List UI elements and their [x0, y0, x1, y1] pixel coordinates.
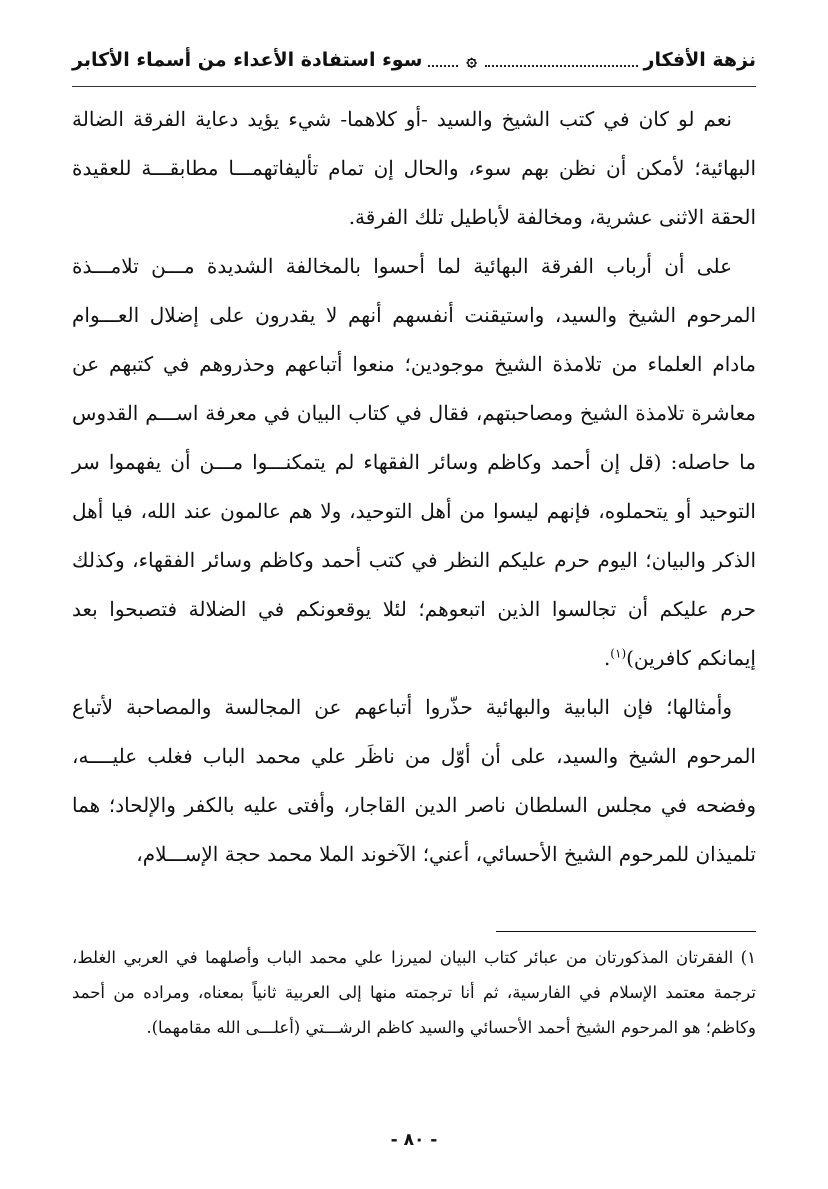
book-page: [72, 40, 756, 1160]
header-dot-leader-2: [428, 53, 458, 67]
chapter-title: سوء استفادة الأعداء من أسماء الأكابر: [72, 49, 423, 71]
running-header: [72, 40, 756, 87]
paragraph-2-text: على أن أرباب الفرقة البهائية لما أحسوا بالمخالفة الشديدة مـــن تلامـــذة المرحوم الشيخ والسيد، واستيقنت أنفسهم أنهم لا يقدرون على إضلال العـــوام مادام العلماء من تلامذة الشيخ موجودين؛ منعوا أتباعهم وحذروهم في كتبهم عن معاشرة تلامذة الشيخ ومصاحبتهم، فقال في كتاب البيان في معرفة اســـم القدوس ما حاصله: (قل إن أحمد وكاظم وسائر الفقهاء لم يتمكنـــوا مـــن أن يفهموا سر التوحيد أو يتحملوه، فإنهم ليسوا من أهل التوحيد، ولا هم عالمون عند الله، فيا أهل الذكر والبيان؛ اليوم حرم عليكم النظر في كتب أحمد وكاظم وسائر الفقهاء، وكذلك حرم عليكم أن تجالسوا الذين اتبعوهم؛ لئلا يوقعونكم في الضلالة فتصبحوا بعد إيمانكم كافرين): [72, 254, 756, 670]
footnote-1: ١) الفقرتان المذكورتان من عبائر كتاب البيان لميرزا علي محمد الباب وأصلهما في العربي الغلط، ترجمة معتمد الإسلام في الفارسية، ثم أنا ترجمته منها إلى العربية ثانياً بمعناه، ومراده من أحمد وكاظم؛ هو المرحوم الشيخ أحمد الأحسائي والسيد كاظم الرشـــتي (أعلـــى الله مقامهما).: [72, 948, 756, 1037]
book-title: نزهة الأفكار: [643, 49, 756, 71]
ornament-icon: ۞: [466, 49, 477, 71]
main-text: [72, 95, 756, 879]
footnote-separator: [496, 931, 756, 932]
footnote-reference-tail: .: [603, 646, 611, 670]
paragraph-1: نعم لو كان في كتب الشيخ والسيد -أو كلاهما- شيء يؤيد دعاية الفرقة الضالة البهائية؛ لأمكن أن نظن بهم سوء، والحال إن تمام تأليفاتهمـــا مطابقـــة للعقيدة الحقة الاثنى عشرية، ومخالفة لأباطيل تلك الفرقة.: [72, 107, 756, 229]
footnote-reference: (١): [610, 646, 627, 661]
paragraph-2: [72, 242, 756, 683]
footnotes: [72, 940, 756, 1045]
header-dot-leader: [485, 53, 638, 67]
paragraph-3: وأمثالها؛ فإن البابية والبهائية حذّروا أتباعهم عن المجالسة والمصاحبة لأتباع المرحوم الشيخ والسيد، على أن أوّل من ناظَر علي محمد الباب فغلب عليــــه، وفضحه في مجلس السلطان ناصر الدين القاجار، وأفتى عليه بالكفر والإلحاد؛ هما تلميذان للمرحوم الشيخ الأحسائي، أعني؛ الآخوند الملا محمد حجة الإســـلام،: [72, 695, 756, 866]
page-number: - ٨٠ -: [390, 1130, 438, 1150]
